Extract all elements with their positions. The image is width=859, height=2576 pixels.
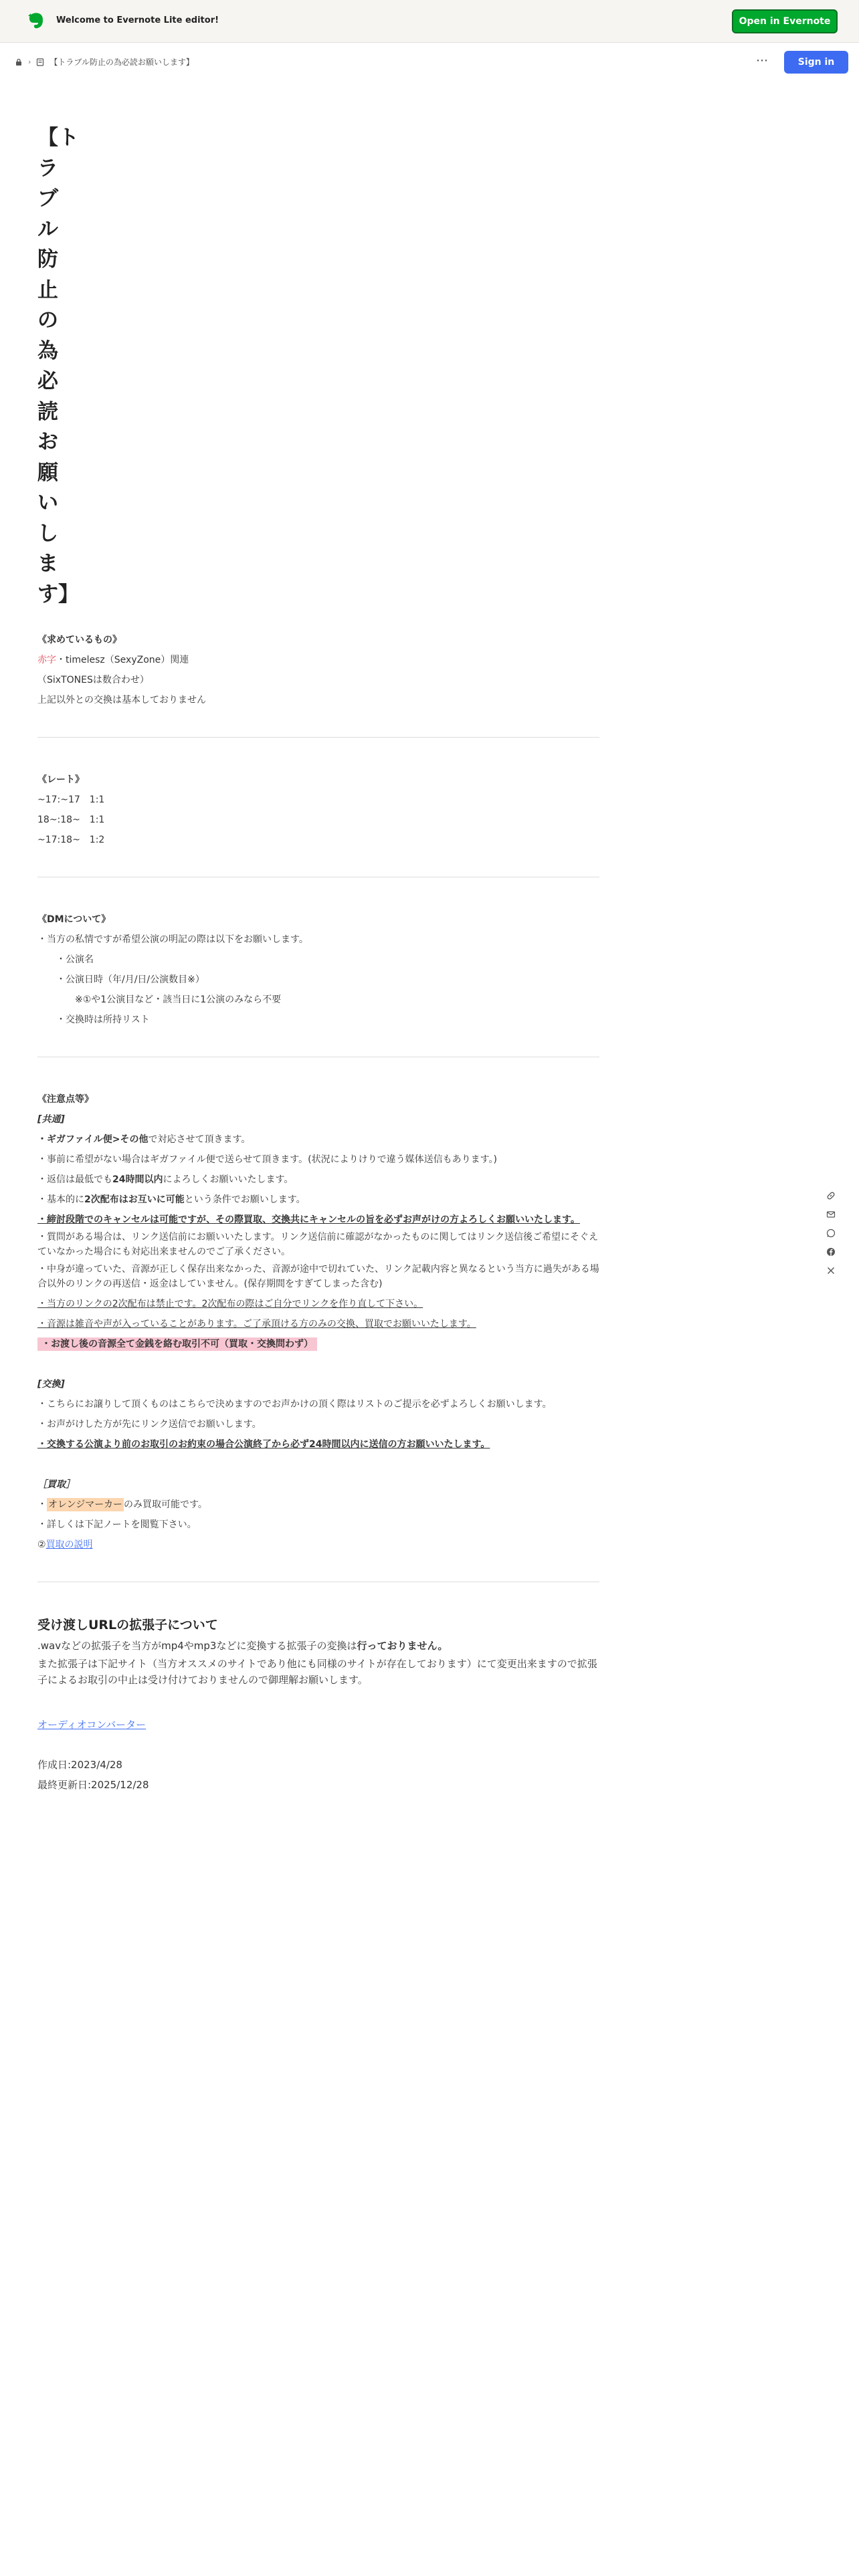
rate-line-2: 18~:18~ 1:1	[37, 815, 105, 825]
breadcrumb	[15, 56, 194, 68]
common-line-10	[37, 1334, 599, 1354]
common-line-3-a: ・返信は最低でも	[37, 1174, 112, 1185]
common-line-1-bold: ・ギガファイル便>その他	[37, 1134, 149, 1145]
divider	[37, 737, 599, 738]
audio-converter-link-text[interactable]: オーディオコンバーター	[37, 1719, 147, 1731]
trade-line-1: ・こちらにお譲りして頂くものはこちらで決めますのでお声かけの頂く際はリストのご提示を必ずよろしくお願いします。	[37, 1399, 552, 1410]
dm-line-1: ・当方の私情ですが希望公演の明記の際は以下をお願いします。	[37, 934, 308, 945]
purchase-explanation-link[interactable]: 買取の説明	[45, 1539, 93, 1550]
buy-line-3	[37, 1535, 599, 1555]
pink-highlight: ・お渡し後の音源全て金銭を絡む取引不可（買取・交換問わず）	[37, 1337, 317, 1351]
common-line-5: ・締討段階でのキャンセルは可能ですが、その際買取、交換共にキャンセルの旨を必ずお声がけの方よろしくお願いいたします。	[37, 1214, 580, 1225]
extension-line-1-a: .wavなどの拡張子を当方がmp4やmp3などに変換する拡張子の変換は	[37, 1640, 357, 1652]
common-line-4-bold: 2次配布はお互いに可能	[84, 1194, 185, 1205]
wanted-line-1	[37, 650, 599, 670]
sign-in-button[interactable]: Sign in	[784, 51, 848, 74]
extension-line-1	[37, 1636, 599, 1656]
common-line-6: ・質問がある場合は、リンク送信前にお願いいたします。リンク送信前に確認がなかったものに関してはリンク送信後ご希望にそぐえていなかった場合にも対応出来ませんのでご了承ください。	[37, 1232, 599, 1257]
section-wanted-heading: 《求めているもの》	[37, 635, 122, 645]
common-line-8: ・当方のリンクの2次配布は禁止です。2次配布の際はご自分でリンクを作り直して下さい。	[37, 1299, 423, 1309]
breadcrumb-note-title[interactable]: 【トラブル防止の為必読お願いします】	[50, 58, 194, 67]
trade-heading: [交換]	[37, 1379, 65, 1390]
common-line-2: ・事前に希望がない場合はギガファイル便で送らせて頂きます。(状況によりけりで違う媒体送信もあります。)	[37, 1154, 497, 1165]
buy-line-2: ・詳しくは下記ノートを閲覧下さい。	[37, 1519, 197, 1530]
dm-line-4: ※①や1公演目など・該当日に1公演のみなら不要	[75, 994, 282, 1005]
created-date: 作成日:2023/4/28	[37, 1759, 122, 1771]
buy-line-1-b: のみ買取可能です。	[124, 1499, 207, 1510]
audio-converter-link[interactable]	[37, 1715, 599, 1735]
common-line-1	[37, 1130, 599, 1150]
facebook-icon[interactable]	[826, 1247, 836, 1257]
wanted-line-1-text: ・timelesz（SexyZone）関連	[56, 655, 189, 665]
common-heading: [共通]	[37, 1114, 65, 1125]
note-body	[37, 123, 599, 1795]
note-toolbar	[0, 43, 859, 80]
buy-heading: ［買取］	[37, 1479, 75, 1490]
wanted-line-3: 上記以外との交換は基本しておりません	[37, 695, 206, 706]
buy-line-3-prefix: ②	[37, 1539, 46, 1550]
trade-line-2: ・お声がけした方が先にリンク送信でお願いします。	[37, 1419, 262, 1430]
email-icon[interactable]	[826, 1209, 836, 1220]
common-line-9: ・音源は雑音や声が入っていることがあります。ご了承頂ける方のみの交換、買取でお願いいたします。	[37, 1319, 476, 1329]
section-dm-heading: 《DMについて》	[37, 914, 111, 925]
section-notes-heading: 《注意点等》	[37, 1094, 94, 1105]
extension-line-2: また拡張子は下記サイト（当方オススメのサイトであり他にも同様のサイトが存在しております）にて変更出来ますので拡張子によるお取引の中止は受け付けておりませんので御理解お願いします。	[37, 1658, 597, 1686]
dm-line-2: ・公演名	[56, 954, 94, 965]
evernote-logo-icon	[25, 11, 45, 31]
buy-line-1-a: ・	[37, 1499, 47, 1510]
common-line-7: ・中身が違っていた、音源が正しく保存出来なかった、音源が途中で切れていた、リンク記載内容と異なるという当方に過失がある場合以外のリンクの再送信・返金はしていません。(保存期間をすぎてしまった含む)	[37, 1264, 599, 1289]
extension-line-1-bold: 行っておりません。	[357, 1640, 448, 1652]
lock-icon	[15, 58, 23, 66]
common-line-1-text: で対応させて頂きます。	[148, 1134, 251, 1145]
common-line-4-b: という条件でお願いします。	[184, 1194, 306, 1205]
extension-heading: 受け渡しURLの拡張子について	[37, 1618, 218, 1632]
x-icon[interactable]	[826, 1265, 836, 1276]
link-icon[interactable]	[826, 1190, 836, 1201]
dm-line-5: ・交換時は所持リスト	[56, 1014, 150, 1025]
trade-line-3: ・交換する公演より前のお取引のお約束の場合公演終了から必ず24時間以内に送信の方お願いいたします。	[37, 1439, 490, 1450]
note-title: 【トラブル防止の為必読お願いします】	[37, 126, 79, 607]
common-line-4-a: ・基本的に	[37, 1194, 84, 1205]
red-label: 赤字	[37, 655, 56, 665]
top-banner	[0, 0, 859, 43]
open-in-evernote-button[interactable]: Open in Evernote	[732, 9, 838, 33]
note-icon	[36, 58, 44, 66]
dm-line-3: ・公演日時（年/月/日/公演数目※）	[56, 974, 205, 985]
rate-line-1: ~17:~17 1:1	[37, 794, 105, 805]
buy-line-1	[37, 1495, 599, 1515]
common-line-3-bold: 24時間以内	[112, 1174, 163, 1185]
wanted-line-2: （SixTONESは数合わせ）	[37, 675, 149, 685]
common-line-4	[37, 1190, 599, 1210]
common-line-3	[37, 1170, 599, 1190]
section-rate-heading: 《レート》	[37, 774, 84, 785]
common-line-3-b: によろしくお願いいたします。	[163, 1174, 294, 1185]
orange-highlight: オレンジマーカー	[48, 1499, 123, 1510]
chevron-right-icon: ›	[28, 58, 31, 66]
updated-date: 最終更新日:2025/12/28	[37, 1779, 149, 1791]
more-options-icon[interactable]: ⋯	[756, 53, 769, 68]
welcome-text: Welcome to Evernote Lite editor!	[56, 15, 219, 25]
rate-line-3: ~17:18~ 1:2	[37, 835, 105, 845]
share-rail	[826, 1190, 839, 1276]
whatsapp-icon[interactable]	[826, 1228, 836, 1239]
